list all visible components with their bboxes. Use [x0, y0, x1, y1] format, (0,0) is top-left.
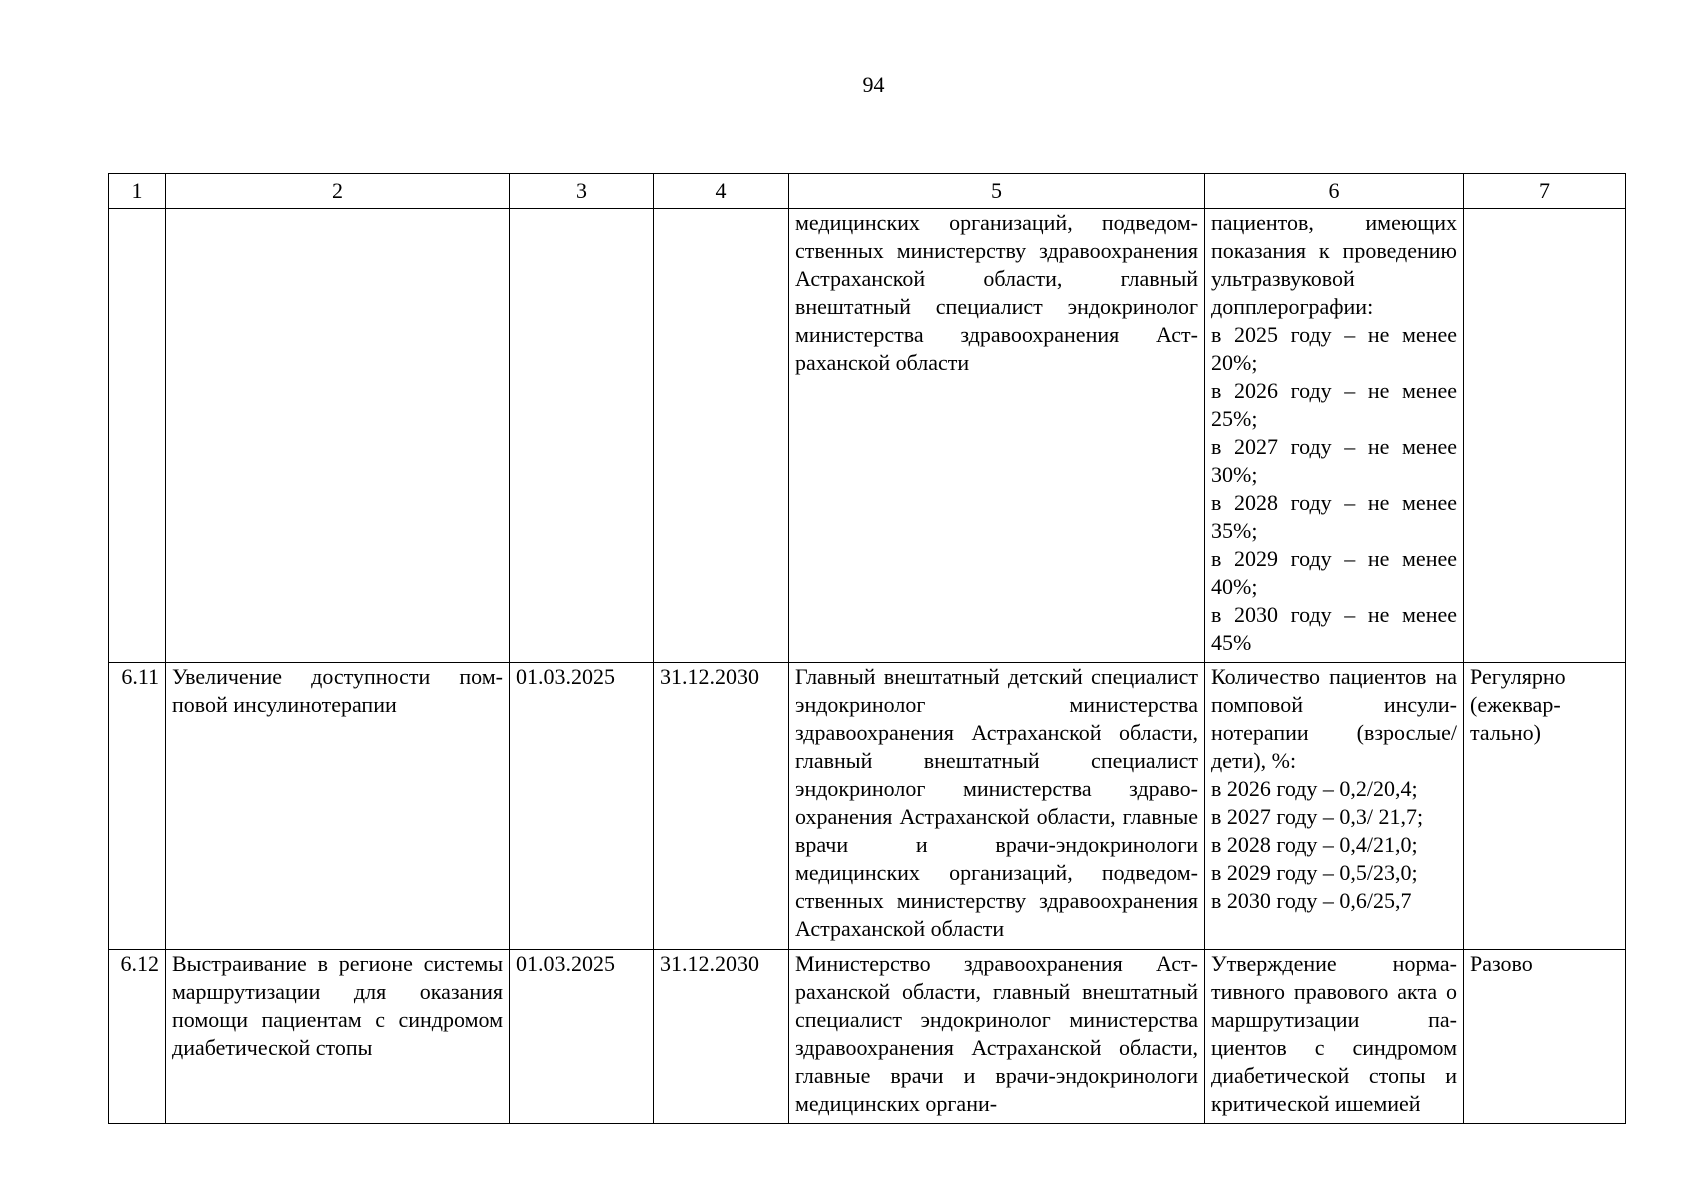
column-header: 3 [510, 174, 654, 209]
frequency: Регулярно (ежеквартально) [1464, 663, 1626, 950]
measure-title: Выстраивание в регионе системы маршрутизации для оказания помощи пациентам с синдромом диабетической стопы [166, 950, 510, 1124]
start-date: 01.03.2025 [510, 950, 654, 1124]
measure-title: Увеличение доступности помповой инсулинотерапии [166, 663, 510, 950]
start-date [510, 209, 654, 663]
end-date [654, 209, 789, 663]
column-header: 5 [789, 174, 1205, 209]
result-item: в 2028 году – 0,4/21,0; [1211, 832, 1418, 857]
measure-title [166, 209, 510, 663]
start-date: 01.03.2025 [510, 663, 654, 950]
end-date: 31.12.2030 [654, 950, 789, 1124]
row-number: 6.12 [109, 950, 166, 1124]
row-number: 6.11 [109, 663, 166, 950]
responsible-executors: Главный внештатный детский специалист эндокринолог министерства здравоохранения Астраханской области, главный внештатный специалист эндокринолог министерства здравоохранения Астраханской области, главные врачи и врачи-эндокринологи медицинских организаций, подведомственных министерству здравоохранения Астраханской области [789, 663, 1205, 950]
measures-table [108, 173, 1626, 1124]
result-item: в 2025 году – не менее 20%; [1211, 322, 1457, 375]
result-item: в 2026 году – не менее 25%; [1211, 378, 1457, 431]
result-indicator [1205, 209, 1464, 663]
result-indicator: Утверждение нормативного правового акта о маршрутизации пациентов с синдромом диабетической стопы и критической ишемией [1205, 950, 1464, 1124]
column-header: 6 [1205, 174, 1464, 209]
responsible-executors: Министерство здравоохранения Астраханской области, главный внештатный специалист эндокринолог министерства здравоохранения Астраханской области, главные врачи и врачи-эндокринологи медицинских органи- [789, 950, 1205, 1124]
result-item: в 2030 году – 0,6/25,7 [1211, 888, 1412, 913]
table-row [109, 209, 1626, 663]
result-item: в 2028 году – не менее 35%; [1211, 490, 1457, 543]
column-header: 7 [1464, 174, 1626, 209]
row-number [109, 209, 166, 663]
result-item: в 2030 году – не менее 45% [1211, 602, 1457, 655]
frequency: Разово [1464, 950, 1626, 1124]
column-header: 2 [166, 174, 510, 209]
result-item: в 2027 году – не менее 30%; [1211, 434, 1457, 487]
table-row [109, 663, 1626, 950]
result-indicator [1205, 663, 1464, 950]
table-row [109, 950, 1626, 1124]
frequency [1464, 209, 1626, 663]
page-number: 94 [862, 72, 885, 97]
column-header: 1 [109, 174, 166, 209]
result-item: в 2029 году – 0,5/23,0; [1211, 860, 1418, 885]
result-item: в 2027 году – 0,3/ 21,7; [1211, 804, 1424, 829]
responsible-executors: медицинских организаций, подведомственных министерству здравоохранения Астраханской области, главный внештатный специалист эндокринолог министерства здравоохранения Астраханской области [789, 209, 1205, 663]
header-row [109, 174, 1626, 209]
result-text: Количество пациентов на помповой инсулинотерапии (взрослые/дети), %: [1211, 664, 1457, 773]
result-item: в 2029 году – не менее 40%; [1211, 546, 1457, 599]
result-item: в 2026 году – 0,2/20,4; [1211, 776, 1418, 801]
column-header: 4 [654, 174, 789, 209]
end-date: 31.12.2030 [654, 663, 789, 950]
result-text: пациентов, имеющих показания к проведению ультразвуковой допплерографии: [1211, 210, 1457, 319]
